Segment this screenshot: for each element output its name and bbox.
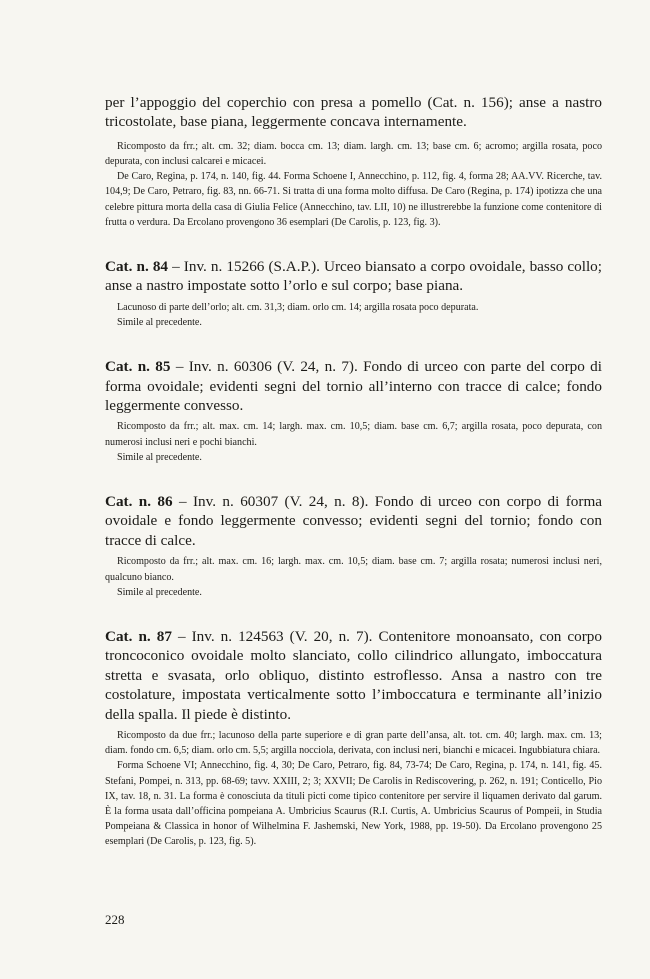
catalog-number: Cat. n. 87	[105, 627, 172, 645]
intro-note-measurements: Ricomposto da frr.; alt. cm. 32; diam. bocca cm. 13; diam. largh. cm. 13; base cm. 6; acromo; argilla rosata, poco depurata, con inclusi calcarei e micacei.	[105, 140, 602, 168]
intro-notes	[105, 139, 602, 230]
catalog-entry-85	[105, 357, 602, 465]
entry-description	[105, 357, 602, 415]
entry-note: Forma Schoene VI; Annecchino, fig. 4, 30; De Caro, Petraro, fig. 84, 73-74; De Caro, Regina, p. 174, n. 141, fig. 45. Stefani, Pompei, n. 313, pp. 68-69; tavv. XXIII, 2; 3; XXVII; De Carolis in Rediscovering, p. 262, n. 191; Conticello, Pio IX, tav. 18, n. 31. La forma è conosciuta da tituli picti come tipico contenitore per servire il liquamen derivato dal garum. È la forma usata dall’officina pompeiana A. Umbricius Scaurus (R.I. Curtis, A. Umbricius Scaurus of Pompeii, in Studia Pompeiana & Classica in honor of Wilhelmina F. Jashemski, New York, 1988, pp. 19-50). Da Ercolano provengono 25 esemplari (De Carolis, p. 123, fig. 5).	[105, 760, 602, 848]
entry-note: Simile al precedente.	[117, 451, 202, 463]
catalog-entry-86	[105, 492, 602, 600]
catalog-entry-84	[105, 257, 602, 330]
catalog-number: Cat. n. 85	[105, 358, 171, 376]
catalog-number: Cat. n. 86	[105, 493, 173, 511]
entry-note: Ricomposto da frr.; alt. max. cm. 16; largh. max. cm. 10,5; diam. base cm. 7; argilla rosata; numerosi inclusi neri, qualcuno bianco.	[105, 556, 602, 583]
entry-description	[105, 627, 602, 724]
intro-block	[105, 93, 602, 230]
entry-text: – Inv. n. 60307 (V. 24, n. 8). Fondo di urceo con corpo di forma ovoidale e fondo leggermente convesso; evidenti segni del tornio; fondo con tracce di calce.	[105, 493, 603, 549]
entry-note: Ricomposto da frr.; alt. max. cm. 14; largh. max. cm. 10,5; diam. base cm. 6,7; argilla rosata, poco depurata, con numerosi inclusi neri e pochi bianchi.	[105, 421, 602, 448]
entry-text: – Inv. n. 124563 (V. 20, n. 7). Contenitore monoansato, con corpo troncoconico ovoidale molto slanciato, collo cilindrico allungato, imboccatura stretta e svasata, orlo obliquo, distinto estroflesso. Ansa a nastro con tre costolature, impostata verticalmente sotto l’imboccatura e terminante all’inizio della spalla. Il piede è distinto.	[105, 627, 602, 723]
catalog-number: Cat. n. 84	[105, 258, 169, 276]
page-content	[105, 93, 602, 850]
page-number: 228	[105, 912, 125, 927]
entry-description	[105, 257, 602, 296]
catalog-entry-87	[105, 627, 602, 850]
entry-note: Simile al precedente.	[117, 317, 202, 329]
entry-text: – Inv. n. 15266 (S.A.P.). Urceo biansato a corpo ovoidale, basso collo; anse a nastro impostate sotto l’orlo e sul corpo; base piana.	[105, 258, 602, 295]
entry-note: Ricomposto da due frr.; lacunoso della parte superiore e di gran parte dell’ansa, alt. tot. cm. 40; largh. max. cm. 13; diam. fondo cm. 6,5; diam. orlo cm. 5,5; argilla nocciola, derivata, con inclusi neri, bianchi e micacei. Ingubbiatura chiara.	[105, 729, 602, 757]
entry-text: – Inv. n. 60306 (V. 24, n. 7). Fondo di urceo con parte del corpo di forma ovoidale; evidenti segni del tornio all’interno con tracce di calce; fondo leggermente convesso.	[105, 358, 602, 415]
intro-paragraph: per l’appoggio del coperchio con presa a pomello (Cat. n. 156); anse a nastro tricostolate, base piana, leggermente concava internamente.	[105, 94, 602, 131]
entry-note: Lacunoso di parte dell’orlo; alt. cm. 31,3; diam. orlo cm. 14; argilla rosata poco depurata.	[117, 301, 479, 313]
intro-note-bibliography: De Caro, Regina, p. 174, n. 140, fig. 44. Forma Schoene I, Annecchino, p. 112, fig. 4, forma 28; AA.VV. Ricerche, tav. 104,9; De Caro, Petraro, fig. 83, nn. 66-71. Si tratta di una forma molto diffusa. De Caro (Regina, p. 174) ipotizza che una celebre pittura morta della casa di Giulia Felice (Annecchino, tav. LII, 10) ne illustrerebbe la funzione come contenitore di frutta o verdura. Da Ercolano provengono 36 esemplari (De Carolis, p. 123, fig. 3).	[105, 171, 602, 228]
entry-note: Simile al precedente.	[117, 586, 202, 598]
entry-description	[105, 492, 602, 550]
